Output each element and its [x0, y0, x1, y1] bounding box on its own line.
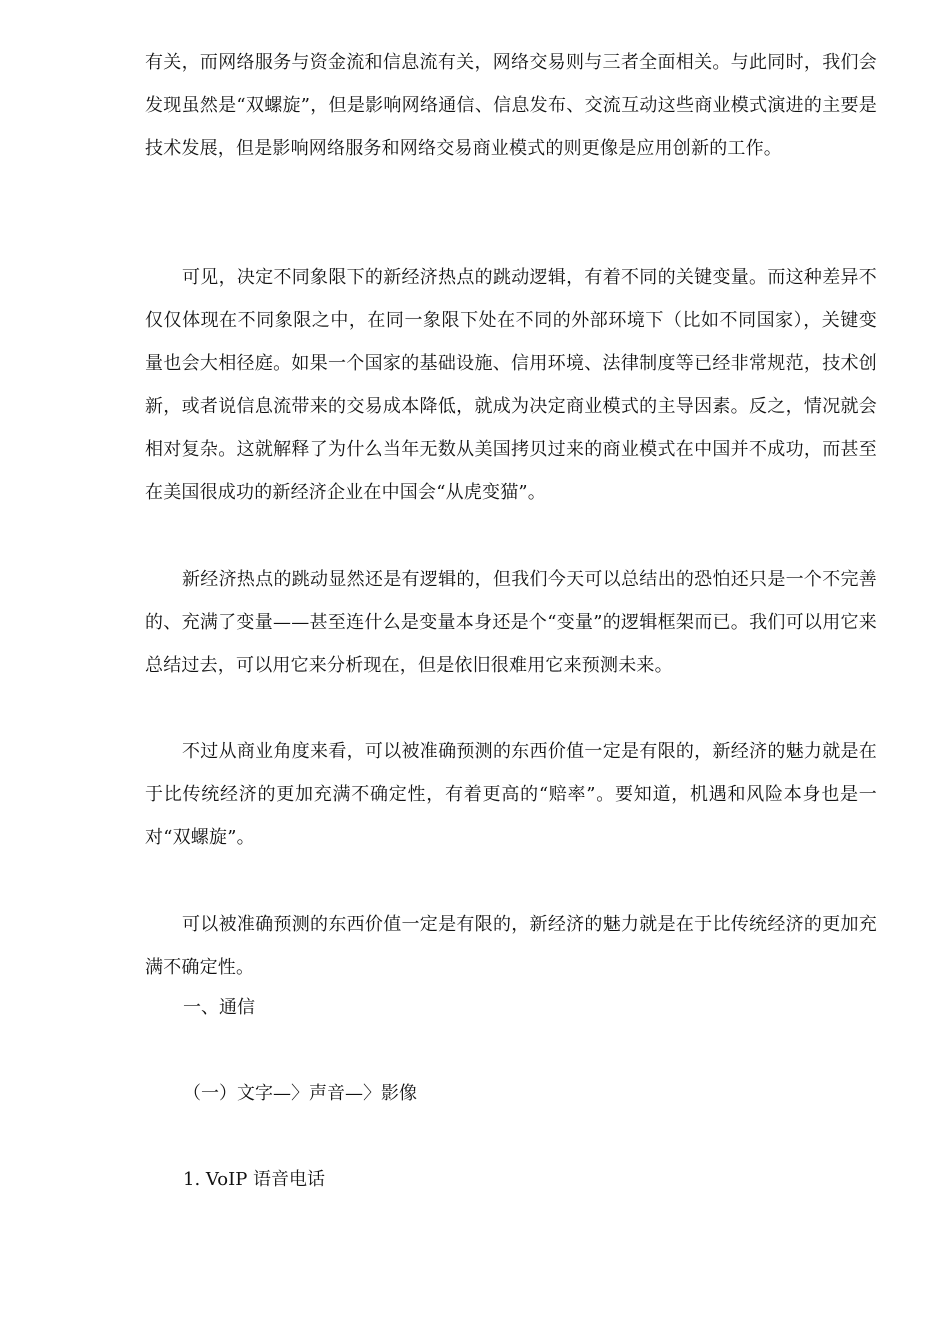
section-heading: 一、通信	[183, 997, 255, 1018]
paragraph-1: 有关，而网络服务与资金流和信息流有关，网络交易则与三者全面相关。与此同时，我们会发现虽然是“双螺旋”，但是影响网络通信、信息发布、交流互动这些商业模式演进的主要是技术发展，但是影响网络服务和网络交易商业模式的则更像是应用创新的工作。	[145, 52, 877, 159]
paragraph-5: 可以被准确预测的东西价值一定是有限的，新经济的魅力就是在于比传统经济的更加充满不确定性。	[145, 914, 877, 978]
paragraph-4: 不过从商业角度来看，可以被准确预测的东西价值一定是有限的，新经济的魅力就是在于比传统经济的更加充满不确定性，有着更高的“赔率”。要知道，机遇和风险本身也是一对“双螺旋”。	[145, 741, 877, 848]
paragraph-2: 可见，决定不同象限下的新经济热点的跳动逻辑，有着不同的关键变量。而这种差异不仅仅体现在不同象限之中，在同一象限下处在不同的外部环境下（比如不同国家），关键变量也会大相径庭。如果一个国家的基础设施、信用环境、法律制度等已经非常规范，技术创新，或者说信息流带来的交易成本降低，就成为决定商业模式的主导因素。反之，情况就会相对复杂。这就解释了为什么当年无数从美国拷贝过来的商业模式在中国并不成功，而甚至在美国很成功的新经济企业在中国会“从虎变猫”。	[145, 267, 877, 503]
item-heading: 1. VoIP 语音电话	[183, 1169, 326, 1190]
subsection-heading: （一）文字—〉声音—〉影像	[183, 1083, 417, 1104]
paragraph-3: 新经济热点的跳动显然还是有逻辑的，但我们今天可以总结出的恐怕还只是一个不完善的、充满了变量——甚至连什么是变量本身还是个“变量”的逻辑框架而已。我们可以用它来总结过去，可以用它来分析现在，但是依旧很难用它来预测未来。	[145, 569, 877, 676]
